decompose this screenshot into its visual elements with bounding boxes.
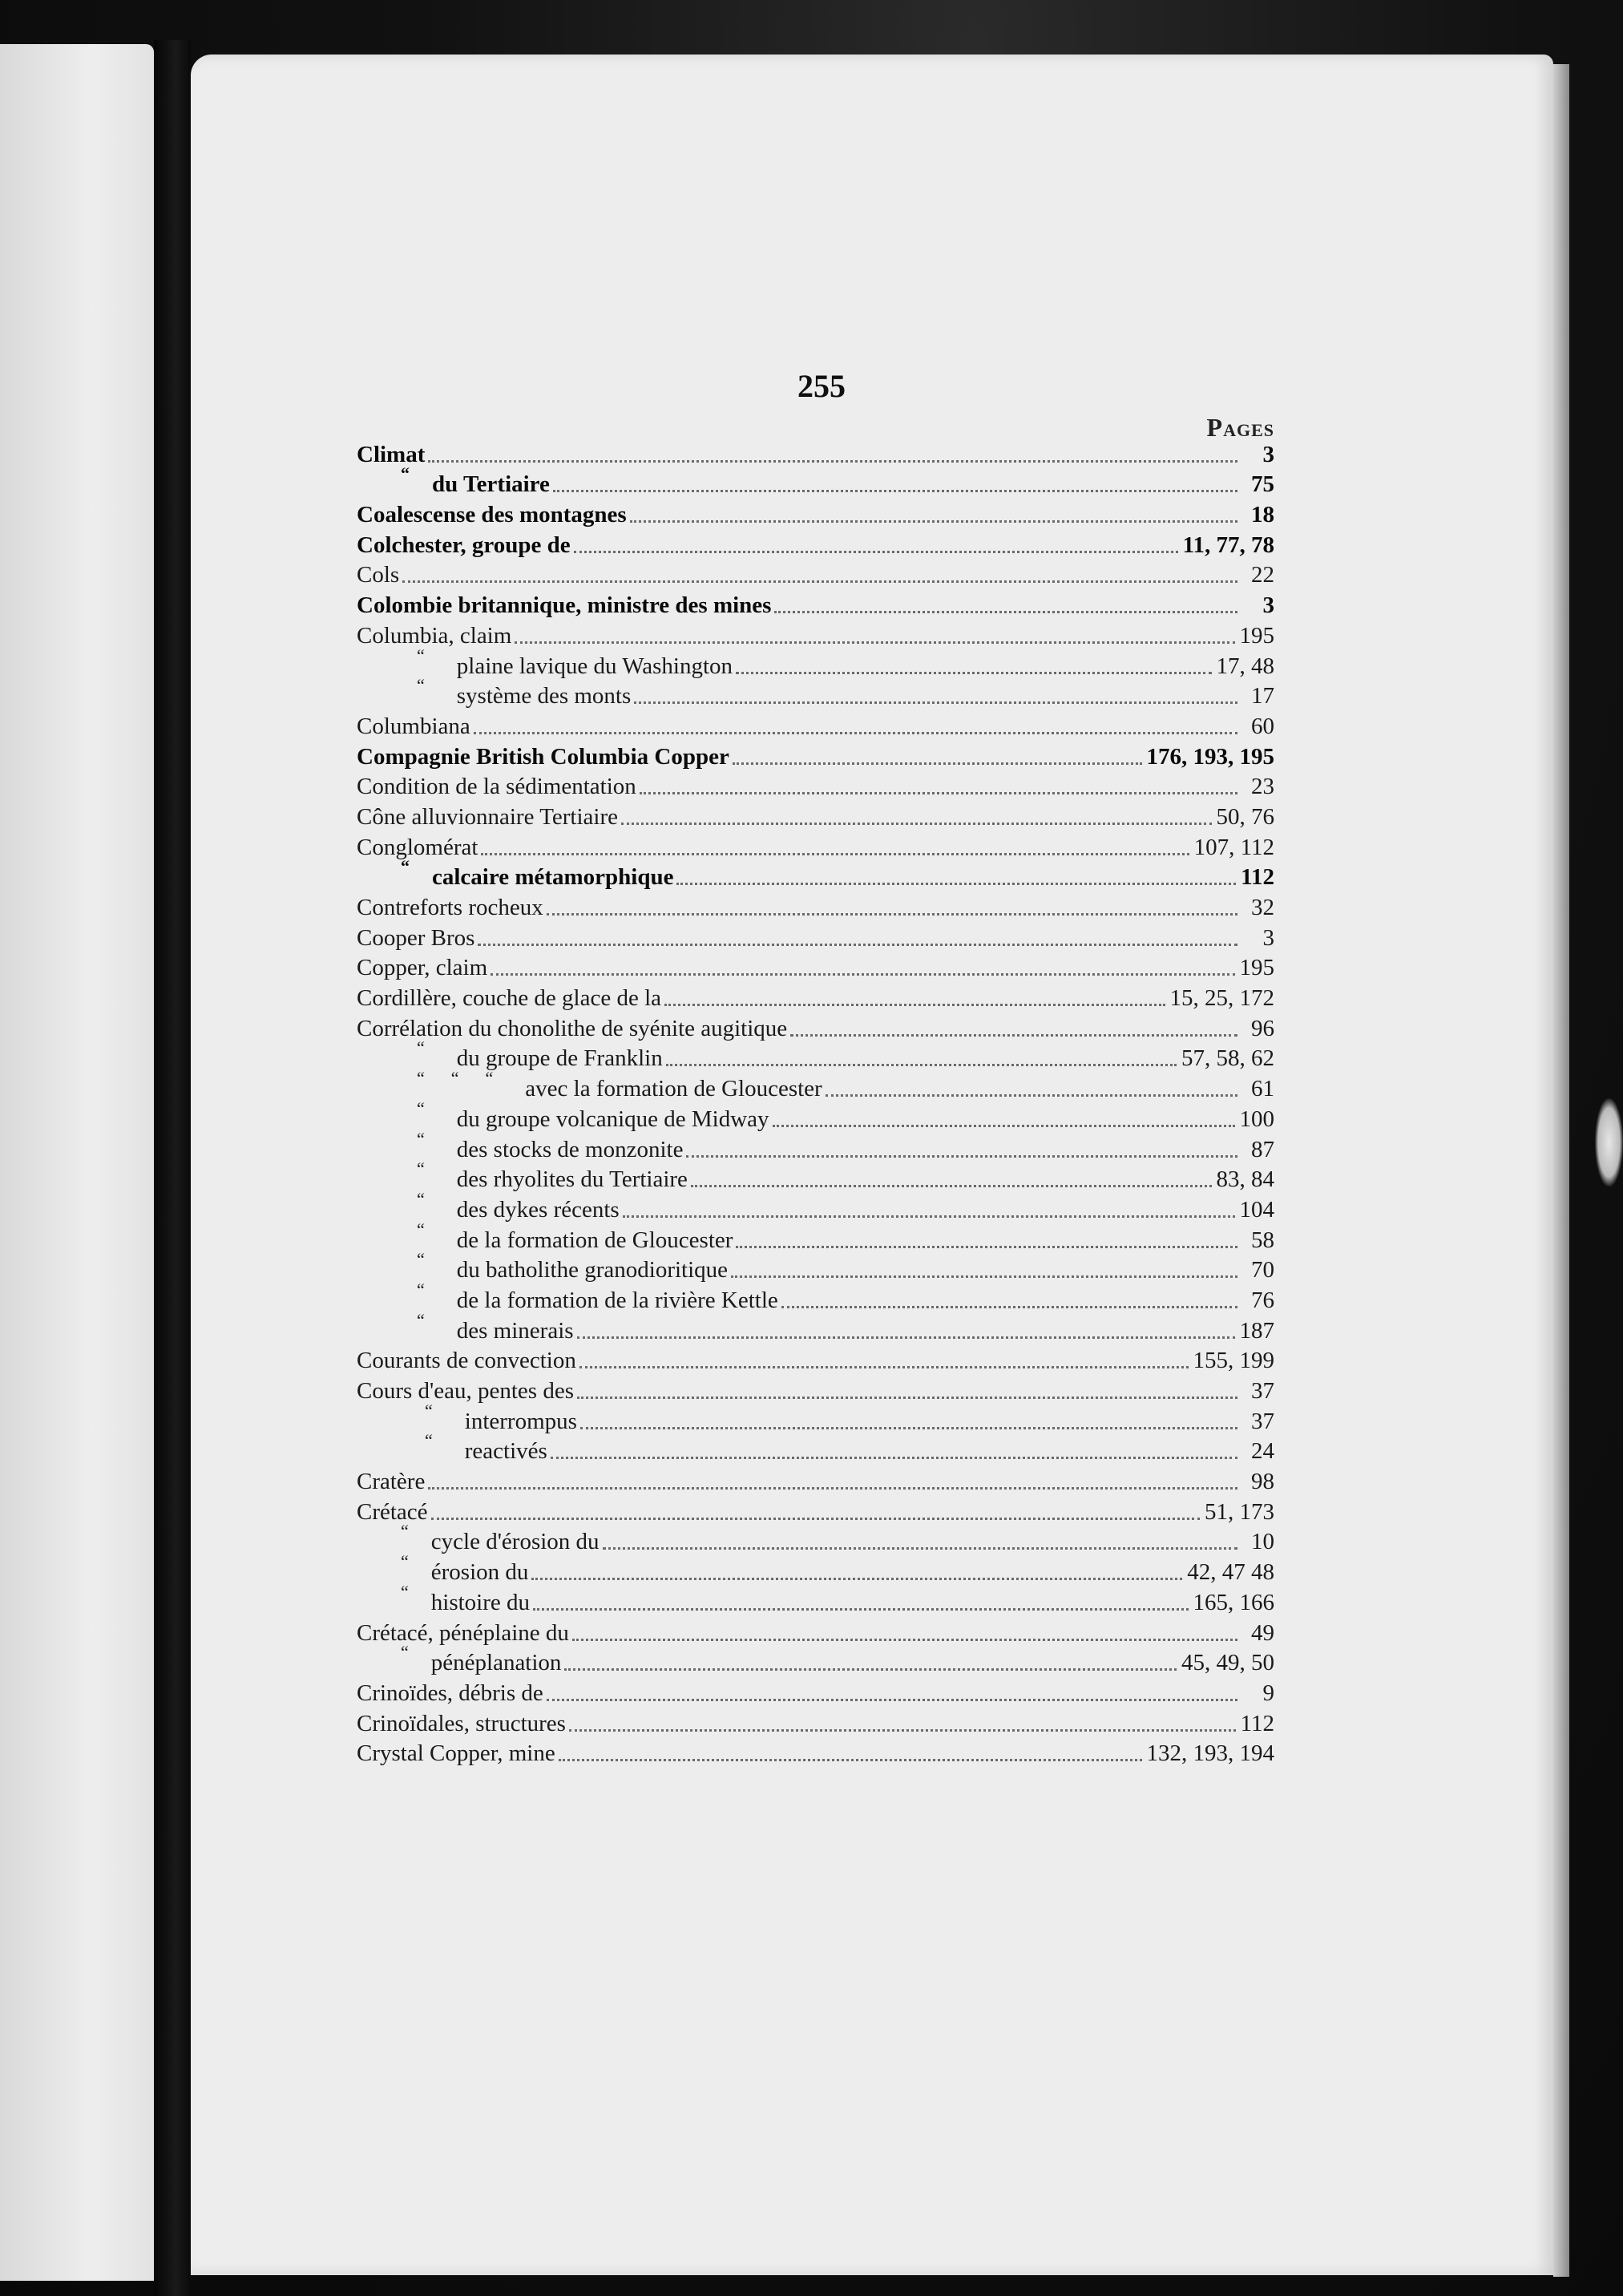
- index-term-text: cycle d'érosion du: [430, 1529, 600, 1555]
- dot-leader: [666, 1063, 1177, 1066]
- dot-leader: [774, 610, 1237, 613]
- index-term: [357, 562, 399, 590]
- ditto-mark: “: [417, 675, 425, 696]
- page-references: 57, 58, 62: [1181, 1045, 1274, 1072]
- dot-leader: [736, 1245, 1237, 1248]
- index-term: [357, 1551, 529, 1587]
- page-references: 76: [1251, 1287, 1274, 1313]
- page-references: 176, 193, 195: [1146, 743, 1274, 770]
- index-entry: [357, 832, 1274, 863]
- index-term-text: Climat: [357, 441, 426, 467]
- dot-leader: [547, 912, 1237, 916]
- index-term-text: Cols: [357, 562, 400, 588]
- index-term: [357, 1680, 543, 1708]
- index-term-text: système des monts: [456, 683, 632, 709]
- page-references: 87: [1251, 1136, 1274, 1162]
- index-term: [357, 675, 632, 711]
- index-term-text: Corrélation du chonolithe de syénite augitique: [357, 1015, 788, 1041]
- index-term: [357, 1068, 822, 1104]
- ditto-mark: “: [401, 856, 410, 877]
- ditto-mark: “: [417, 1128, 425, 1149]
- page-references: 112: [1240, 1710, 1274, 1736]
- index-entry: [357, 856, 1274, 893]
- index-term: [357, 1128, 684, 1165]
- ditto-mark: “: [417, 1249, 425, 1270]
- index-term-text: Condition de la sédimentation: [357, 774, 636, 800]
- index-entry: [357, 645, 1274, 681]
- page-references: 3: [1262, 592, 1274, 619]
- page-references: 187: [1239, 1317, 1274, 1344]
- ditto-mark: “: [417, 645, 425, 665]
- dot-leader: [572, 1638, 1237, 1641]
- index-entry: [357, 1678, 1274, 1708]
- page-edge-shadow: [1553, 64, 1569, 2277]
- index-term: [357, 895, 543, 923]
- page-references: 17, 48: [1216, 653, 1274, 679]
- dot-leader: [491, 972, 1234, 976]
- dot-leader: [564, 1667, 1177, 1671]
- ditto-mark: “: [417, 1158, 425, 1179]
- index-term: [357, 1620, 569, 1648]
- page-references: 37: [1251, 1378, 1274, 1404]
- index-term-text: Cordillère, couche de glace de la: [357, 985, 662, 1012]
- index-term-text: Crinoïdes, débris de: [357, 1680, 543, 1706]
- page-references: 70: [1251, 1257, 1274, 1283]
- dot-leader: [736, 671, 1211, 674]
- page-references: 195: [1239, 622, 1274, 649]
- dot-leader: [686, 1154, 1237, 1158]
- index-term: [357, 1711, 566, 1739]
- index-entry: [357, 1188, 1274, 1225]
- index-entry: [357, 1097, 1274, 1134]
- page-references: 165, 166: [1193, 1589, 1274, 1615]
- page-references: 11, 77, 78: [1182, 532, 1274, 558]
- index-entry: [357, 1068, 1274, 1104]
- index-term: [357, 835, 478, 863]
- dot-leader: [623, 1215, 1235, 1218]
- dot-leader: [478, 943, 1237, 946]
- ditto-mark: “: [417, 1097, 425, 1118]
- dot-leader: [577, 1396, 1237, 1399]
- index-term-text: plaine lavique du Washington: [456, 653, 733, 679]
- page-references: 32: [1251, 895, 1274, 920]
- index-entry: [357, 742, 1274, 772]
- index-term-text: Compagnie British Columbia Copper: [357, 743, 729, 770]
- pages-column-header: Pages: [1206, 413, 1274, 442]
- page-references: 18: [1251, 502, 1274, 528]
- index-term: [357, 1499, 428, 1527]
- index-entry: [357, 1309, 1274, 1346]
- index-entry: [357, 590, 1274, 620]
- index-entry: [357, 560, 1274, 591]
- index-term-text: Colchester, groupe de: [357, 532, 571, 558]
- index-term: [357, 1430, 547, 1466]
- dot-leader: [553, 489, 1237, 492]
- dot-leader: [640, 791, 1237, 794]
- facing-page-edge: [0, 44, 154, 2281]
- page-references: 58: [1251, 1227, 1274, 1253]
- index-term: [357, 645, 733, 681]
- dot-leader: [569, 1728, 1236, 1732]
- index-term: [357, 1740, 555, 1768]
- ditto-mark: “: [417, 1279, 425, 1300]
- dot-leader: [533, 1607, 1188, 1611]
- page-references: 195: [1239, 955, 1274, 981]
- dot-leader: [402, 580, 1237, 583]
- index-term-text: Crinoïdales, structures: [357, 1710, 566, 1736]
- page-references: 100: [1239, 1106, 1274, 1132]
- index-term-text: des rhyolites du Tertiaire: [456, 1166, 688, 1193]
- index-term: [357, 442, 425, 470]
- index-term-text: Colombie britannique, ministre des mines: [357, 592, 772, 619]
- index-term: [357, 985, 661, 1013]
- index-entry: [357, 892, 1274, 923]
- dot-leader: [580, 1426, 1237, 1429]
- index-entry: [357, 439, 1274, 470]
- page-references: 96: [1251, 1015, 1274, 1041]
- page-references: 42, 47 48: [1187, 1559, 1274, 1586]
- page-references: 50, 76: [1216, 803, 1274, 830]
- ditto-mark: “: [417, 1037, 425, 1058]
- index-term-text: du groupe de Franklin: [456, 1045, 663, 1072]
- dot-leader: [664, 1003, 1165, 1006]
- dot-leader: [577, 1336, 1235, 1339]
- page-references: 23: [1251, 774, 1274, 800]
- index-entry: [357, 802, 1274, 832]
- index-term: [357, 1219, 733, 1255]
- dot-leader: [731, 1275, 1237, 1278]
- index-entry: [357, 530, 1274, 560]
- index-term: [357, 1249, 729, 1285]
- index-term: [357, 1378, 574, 1406]
- dot-leader: [574, 550, 1178, 553]
- ditto-mark: “: [417, 1219, 425, 1239]
- index-entry: [357, 675, 1274, 712]
- index-term: [357, 1400, 577, 1437]
- page-references: 107, 112: [1193, 834, 1274, 860]
- dot-leader: [547, 1698, 1237, 1701]
- index-term: [357, 774, 636, 802]
- index-entry: [357, 711, 1274, 742]
- index-entry: [357, 1219, 1274, 1255]
- index-term-text: du Tertiaire: [432, 471, 550, 498]
- dot-leader: [781, 1305, 1237, 1308]
- page-references: 104: [1239, 1196, 1274, 1223]
- index-entry: [357, 463, 1274, 500]
- index-term-text: reactivés: [464, 1438, 547, 1465]
- index-entry: [357, 1158, 1274, 1195]
- index-term: [357, 713, 470, 742]
- dot-leader: [579, 1365, 1189, 1368]
- scan-smudge: [1595, 1098, 1623, 1186]
- page-references: 45, 49, 50: [1181, 1650, 1274, 1676]
- index-entry: [357, 1400, 1274, 1437]
- index-entry: [357, 1128, 1274, 1165]
- book-gutter: [154, 40, 191, 2296]
- ditto-mark: “: [401, 463, 410, 484]
- ditto-mark: “: [425, 1430, 433, 1451]
- dot-leader: [474, 731, 1237, 734]
- dot-leader: [733, 762, 1142, 765]
- dot-leader: [790, 1033, 1237, 1037]
- index-term: [357, 856, 674, 892]
- dot-leader: [428, 1486, 1237, 1490]
- page-references: 132, 193, 194: [1146, 1740, 1274, 1767]
- index-term: [357, 744, 729, 772]
- index-term: [357, 1158, 688, 1194]
- dot-leader: [531, 1577, 1182, 1580]
- dot-leader: [621, 822, 1212, 825]
- index-term-text: Cours d'eau, pentes des: [357, 1378, 574, 1404]
- ditto-mark: “: [401, 1581, 409, 1602]
- page-references: 155, 199: [1193, 1348, 1274, 1374]
- page-references: 98: [1251, 1469, 1274, 1495]
- index-term: [357, 1188, 620, 1225]
- index-term: [357, 623, 511, 651]
- page-references: 112: [1241, 864, 1274, 891]
- index-term-text: Cooper Bros: [357, 924, 475, 951]
- index-entry: [357, 499, 1274, 530]
- index-entry: [357, 983, 1274, 1013]
- index-term-text: des dykes récents: [456, 1196, 620, 1223]
- page-references: 37: [1251, 1408, 1274, 1434]
- index-term-text: histoire du: [430, 1589, 531, 1615]
- page-references: 9: [1262, 1680, 1274, 1706]
- index-entry: [357, 1497, 1274, 1527]
- dot-leader: [559, 1758, 1142, 1761]
- page-references: 10: [1251, 1529, 1274, 1555]
- page-references: 60: [1251, 713, 1274, 739]
- ditto-mark: “ “ “: [417, 1068, 494, 1089]
- page-references: 17: [1251, 683, 1274, 709]
- index-term-text: Crétacé, pénéplaine du: [357, 1619, 569, 1646]
- index-entry: [357, 1346, 1274, 1376]
- dot-leader: [676, 882, 1236, 885]
- page-references: 75: [1251, 471, 1274, 498]
- page-references: 24: [1251, 1438, 1274, 1465]
- dot-leader: [428, 459, 1237, 463]
- dot-leader: [551, 1456, 1237, 1459]
- page-references: 22: [1251, 562, 1274, 588]
- page-references: 15, 25, 172: [1169, 985, 1274, 1012]
- index-entry: [357, 620, 1274, 651]
- index-term: [357, 804, 618, 832]
- index-term-text: Cône alluvionnaire Tertiaire: [357, 803, 618, 830]
- index-entry: [357, 1430, 1274, 1467]
- index-term-text: des minerais: [456, 1317, 574, 1344]
- ditto-mark: “: [401, 1642, 409, 1663]
- page-references: 3: [1262, 441, 1274, 467]
- index-term-text: Contreforts rocheux: [357, 895, 543, 920]
- page-references: 51, 173: [1205, 1498, 1274, 1525]
- index-term-text: érosion du: [430, 1559, 529, 1586]
- index-term-text: Crétacé: [357, 1498, 428, 1525]
- ditto-mark: “: [417, 1309, 425, 1330]
- index-entry: [357, 1551, 1274, 1587]
- index-term: [357, 1581, 531, 1618]
- index-term: [357, 532, 571, 560]
- index-entry: [357, 953, 1274, 984]
- index-entry: [357, 1037, 1274, 1074]
- index-term: [357, 1521, 600, 1557]
- index-term-text: des stocks de monzonite: [456, 1136, 684, 1162]
- dot-leader: [691, 1184, 1212, 1187]
- index-entry: [357, 1466, 1274, 1497]
- index-term: [357, 925, 474, 953]
- index-term-text: Coalescense des montagnes: [357, 502, 627, 528]
- index-term-text: du groupe volcanique de Midway: [456, 1106, 769, 1132]
- index-entry: [357, 1249, 1274, 1286]
- page-number: 255: [797, 368, 846, 404]
- index-term-text: Copper, claim: [357, 955, 488, 981]
- index-term: [357, 1642, 562, 1678]
- page-references: 83, 84: [1216, 1166, 1274, 1193]
- index-term-text: de la formation de la rivière Kettle: [456, 1287, 778, 1313]
- index-term: [357, 955, 487, 983]
- index-entry: [357, 1376, 1274, 1406]
- index-term-text: Crystal Copper, mine: [357, 1740, 555, 1767]
- index-term: [357, 592, 771, 620]
- index-term: [357, 1309, 574, 1346]
- index-entries: [357, 439, 1274, 1768]
- dot-leader: [826, 1093, 1237, 1097]
- index-term-text: pénéplanation: [430, 1650, 562, 1676]
- index-term-text: Cratère: [357, 1469, 426, 1495]
- page-references: 49: [1251, 1619, 1274, 1646]
- index-entry: [357, 1642, 1274, 1679]
- index-term: [357, 1037, 663, 1073]
- index-term: [357, 1469, 425, 1497]
- dot-leader: [515, 641, 1234, 644]
- page-references: 3: [1262, 924, 1274, 951]
- index-term-text: interrompus: [464, 1408, 577, 1434]
- index-entry: [357, 1618, 1274, 1648]
- index-term-text: Columbiana: [357, 713, 470, 739]
- index-term: [357, 463, 550, 499]
- index-entry: [357, 923, 1274, 953]
- index-term-text: Conglomérat: [357, 834, 478, 860]
- dot-leader: [634, 701, 1237, 704]
- dot-leader: [481, 852, 1189, 855]
- index-term-text: Courants de convection: [357, 1348, 576, 1374]
- index-entry: [357, 1581, 1274, 1618]
- index-term-text: Columbia, claim: [357, 622, 512, 649]
- dot-leader: [630, 519, 1237, 523]
- dot-leader: [431, 1517, 1200, 1520]
- index-entry: [357, 1739, 1274, 1769]
- index-entry: [357, 1708, 1274, 1739]
- index-entry: [357, 1013, 1274, 1044]
- index-entry: [357, 1279, 1274, 1316]
- index-entry: [357, 772, 1274, 802]
- index-term-text: du batholithe granodioritique: [456, 1257, 729, 1283]
- ditto-mark: “: [417, 1188, 425, 1209]
- ditto-mark: “: [401, 1551, 409, 1572]
- page-references: 61: [1251, 1076, 1274, 1102]
- ditto-mark: “: [425, 1400, 433, 1421]
- ditto-mark: “: [401, 1521, 409, 1542]
- index-term-text: de la formation de Gloucester: [456, 1227, 733, 1253]
- index-term-text: avec la formation de Gloucester: [525, 1076, 822, 1102]
- index-term: [357, 1348, 576, 1376]
- index-term-text: calcaire métamorphique: [432, 864, 674, 891]
- index-term: [357, 502, 627, 530]
- dot-leader: [603, 1546, 1237, 1550]
- index-entry: [357, 1521, 1274, 1558]
- dot-leader: [773, 1124, 1235, 1127]
